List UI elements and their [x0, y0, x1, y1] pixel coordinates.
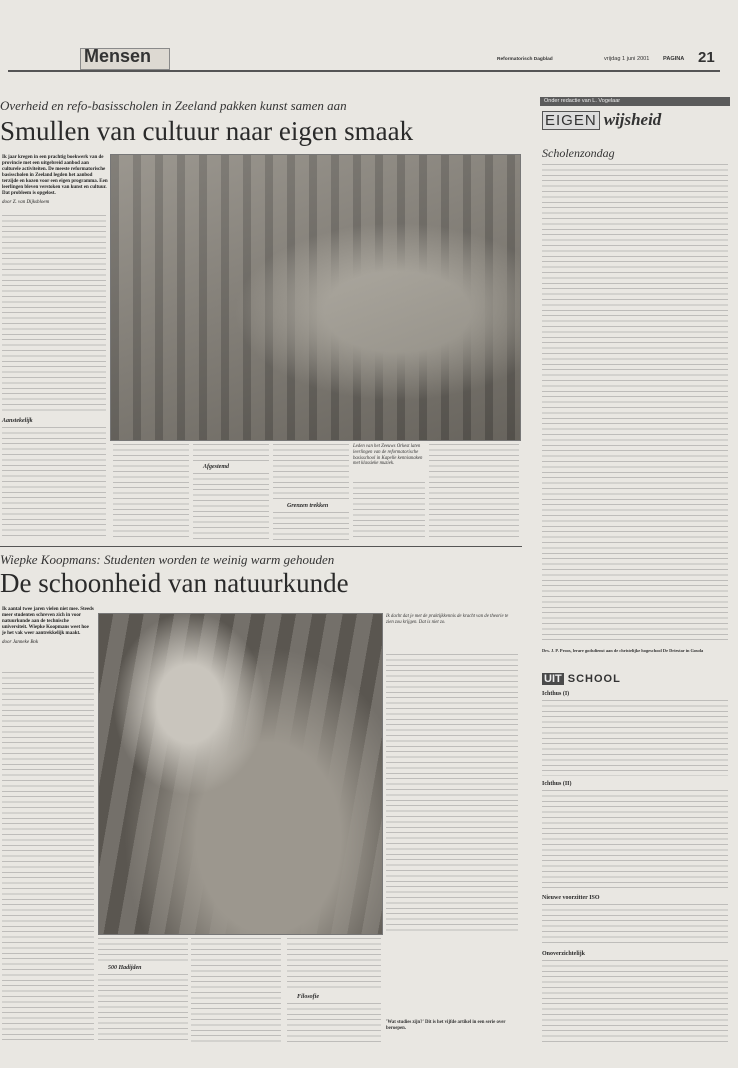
article1-subhead-3: Grenzen trekken — [287, 503, 329, 509]
article1-kicker: Overheid en refo-basisscholen in Zeeland pakken kunst samen aan — [0, 98, 347, 113]
masthead-bar — [8, 44, 728, 72]
article2-title: De schoonheid van natuurkunde — [0, 568, 349, 598]
header-rule — [8, 70, 720, 72]
article1-col6-text — [429, 444, 519, 540]
sidebar-editor-bar — [540, 97, 730, 106]
wijsheid-label: wijsheid — [603, 110, 662, 129]
sidebar-item-text-1 — [542, 700, 728, 776]
school-label: SCHOOL — [567, 673, 621, 685]
article1-col3-text-b — [193, 473, 269, 540]
article1-col5-text — [353, 482, 425, 540]
column-body — [542, 164, 728, 644]
article2-intro: Ik aantal twee jaren vielen niet mee. Steeds meer studenten schreven zich in voor natuurkunde aan de technische universiteit. Wiepke Koopmans weet hoe je het vak weer aantrekkelijk maakt. door Janneke Bok — [2, 607, 94, 645]
section-title: Mensen — [84, 46, 152, 66]
sidebar-item-heading-1: Ichthus (I) — [542, 691, 570, 697]
sidebar-item-heading-2: Ichthus (II) — [542, 781, 572, 787]
article1-intro: Ik jaar kregen in een prachtig boekwerk van de provincie met een uitgebreid aanbod aan culturele activiteiten. De meeste reformatorische basisscholen in Zeeland legden het aanbod terzijde en kozen voor een eigen programma. Een leerlingen bleven verstoken van kunst en cultuur. Dat probleem is opgelost. door Z. van Dijksbloem — [2, 155, 108, 205]
page-number: 21 — [698, 49, 715, 66]
article1-title: Smullen van cultuur naar eigen smaak — [0, 116, 414, 146]
article2-col4-text-b — [287, 1003, 381, 1043]
article2-col-right-text — [386, 654, 518, 934]
sidebar-item-text-2 — [542, 790, 728, 890]
article-divider — [0, 546, 522, 547]
article2-col1-text — [2, 672, 94, 1042]
article2-footnote: 'Wat studies zijn?' Dit is het vijfde artikel in een serie over beroepen. — [386, 1020, 506, 1031]
uit-label: UIT — [544, 673, 562, 685]
sidebar-editor-line: Onder redactie van L. Vogelaar — [544, 98, 621, 104]
article1-col2-text — [113, 444, 189, 540]
article2-quote: Ik dacht dat je met de praktijkkennis de kracht van de theorie te zien zou krijgen. Dat is niet zo. — [386, 614, 509, 625]
date-line: vrijdag 1 juni 2001 — [604, 56, 650, 62]
article1-col1-text-b — [2, 427, 106, 539]
article1-quote: Leden van het Zeeuws Orkest laten leerlingen van de reformatorische basisschool in Kapelle kennismaken met klassieke muziek. — [353, 444, 423, 467]
column-title: Scholenzondag — [542, 146, 615, 160]
student-photo — [98, 613, 383, 935]
article1-col1-text — [2, 215, 106, 415]
article1-col4-text-b — [273, 512, 349, 540]
eigen-wijsheid-logo — [542, 110, 730, 136]
orchestra-photo — [110, 154, 521, 441]
newspaper-name: Reformatorisch Dagblad — [497, 57, 553, 62]
article1-byline: door Z. van Dijksbloem — [2, 200, 50, 205]
eigen-label: EIGEN — [542, 111, 600, 130]
article2-col3-text — [191, 938, 281, 1042]
article2-byline: door Janneke Bok — [2, 640, 39, 645]
sidebar-item-text-4 — [542, 960, 728, 1042]
article2-subhead-2: Filosofie — [297, 994, 319, 1000]
article1-subhead-2: Afgestemd — [203, 464, 229, 470]
article2-col2-text-b — [98, 974, 188, 1042]
sidebar-item-heading-3: Nieuwe voorzitter ISO — [542, 895, 600, 901]
page-label: PAGINA — [663, 56, 685, 62]
uit-school-logo — [542, 669, 621, 683]
article2-col4-text-a — [287, 938, 381, 992]
article1-col3-text-a — [193, 444, 269, 462]
article1-subhead-1: Aanstekelijk — [2, 418, 33, 424]
article1-col4-text-a — [273, 444, 349, 502]
article2-kicker: Wiepke Koopmans: Studenten worden te weinig warm gehouden — [0, 552, 335, 567]
column-author: Drs. J. P. Proos, lerare godsdienst aan de christelijke hogeschool De Driestar in Gouda — [542, 648, 704, 653]
sidebar-item-heading-4: Onoverzichtelijk — [542, 951, 585, 957]
article2-subhead-1: 500 Hadijden — [108, 965, 142, 971]
sidebar-item-text-3 — [542, 904, 728, 946]
article2-col2-text-a — [98, 938, 188, 964]
